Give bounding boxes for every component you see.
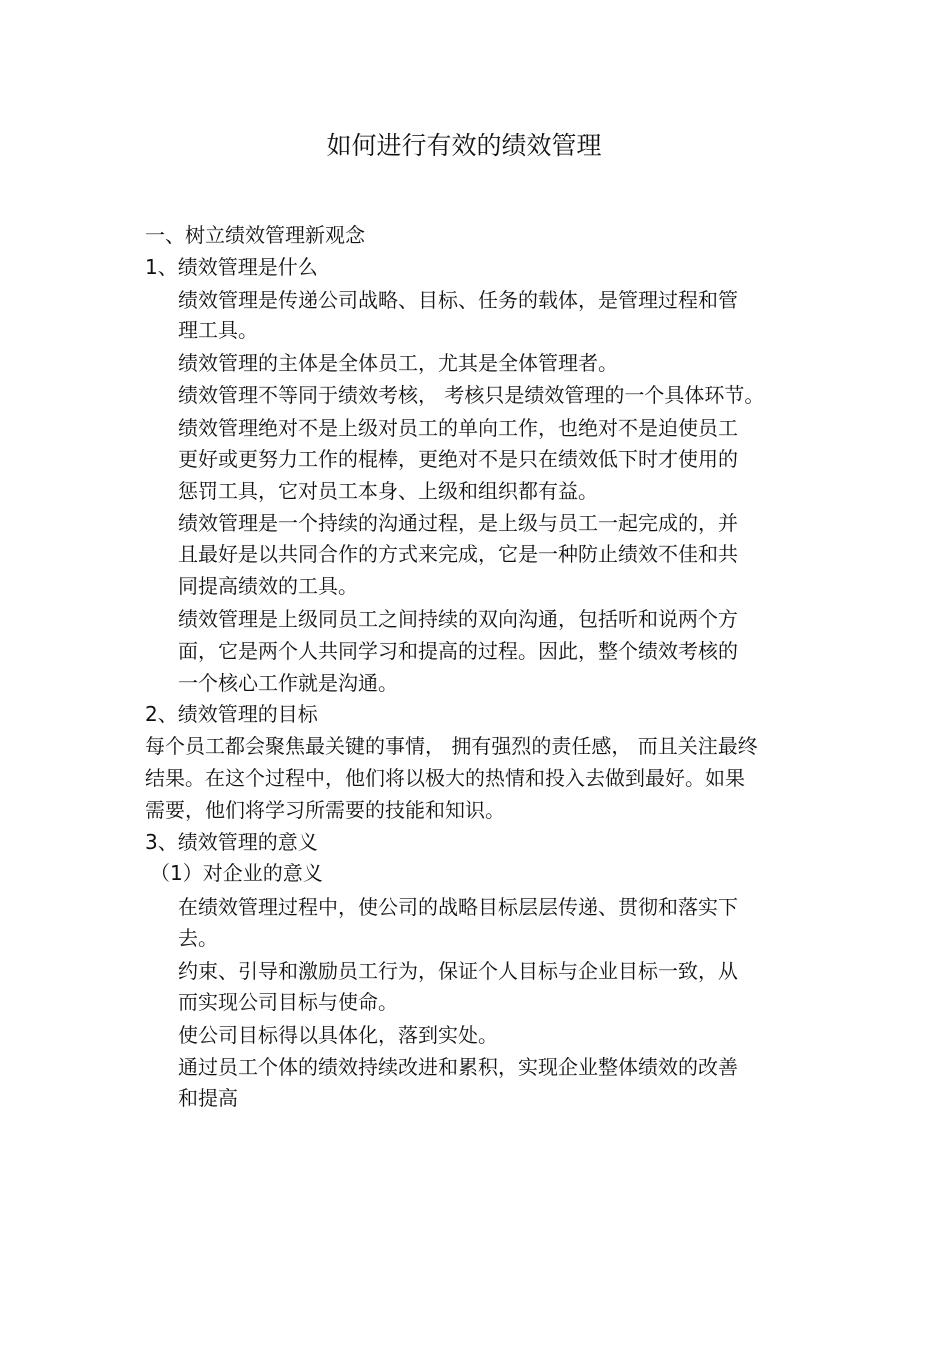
paragraph-line: 需要，他们将学习所需要的技能和知识。: [145, 798, 505, 822]
paragraph-line: 绩效管理的主体是全体员工，尤其是全体管理者。: [178, 351, 618, 375]
subsection-heading: 1、绩效管理是什么: [145, 255, 318, 279]
paragraph-line: 绩效管理是一个持续的沟通过程，是上级与员工一起完成的，并: [178, 511, 738, 535]
paragraph-line: 绩效管理是传递公司战略、目标、任务的载体，是管理过程和管: [178, 288, 738, 312]
paragraph-line: 同提高绩效的工具。: [178, 574, 358, 598]
paragraph-line: 使公司目标得以具体化，落到实处。: [178, 1023, 498, 1047]
paragraph-line: 绩效管理是上级同员工之间持续的双向沟通，包括听和说两个方: [178, 607, 738, 631]
paragraph-line: 约束、引导和激励员工行为，保证个人目标与企业目标一致，从: [178, 959, 738, 983]
paragraph-line: 惩罚工具，它对员工本身、上级和组织都有益。: [178, 479, 598, 503]
document-title: 如何进行有效的绩效管理: [326, 131, 602, 160]
subsection-heading: 3、绩效管理的意义: [145, 830, 318, 854]
subsection-heading: （1）对企业的意义: [150, 861, 323, 885]
paragraph-line: 去。: [178, 926, 218, 950]
section-heading: 一、树立绩效管理新观念: [145, 223, 365, 247]
subsection-heading: 2、绩效管理的目标: [145, 702, 318, 726]
paragraph-line: 而实现公司目标与使命。: [178, 990, 398, 1014]
paragraph-line: 通过员工个体的绩效持续改进和累积，实现企业整体绩效的改善: [178, 1055, 738, 1079]
paragraph-line: 在绩效管理过程中，使公司的战略目标层层传递、贯彻和落实下: [178, 895, 738, 919]
paragraph-line: 结果。在这个过程中，他们将以极大的热情和投入去做到最好。如果: [145, 766, 745, 790]
paragraph-line: 且最好是以共同合作的方式来完成，它是一种防止绩效不佳和共: [178, 542, 738, 566]
paragraph-line: 更好或更努力工作的棍棒，更绝对不是只在绩效低下时才使用的: [178, 447, 738, 471]
paragraph-line: 理工具。: [178, 318, 258, 342]
paragraph-line: 一个核心工作就是沟通。: [178, 671, 398, 695]
paragraph-line: 每个员工都会聚焦最关键的事情， 拥有强烈的责任感， 而且关注最终: [145, 734, 758, 758]
paragraph-line: 和提高: [178, 1086, 238, 1110]
paragraph-line: 绩效管理绝对不是上级对员工的单向工作，也绝对不是迫使员工: [178, 416, 738, 440]
paragraph-line: 面，它是两个人共同学习和提高的过程。因此，整个绩效考核的: [178, 639, 738, 663]
paragraph-line: 绩效管理不等同于绩效考核， 考核只是绩效管理的一个具体环节。: [178, 383, 765, 407]
